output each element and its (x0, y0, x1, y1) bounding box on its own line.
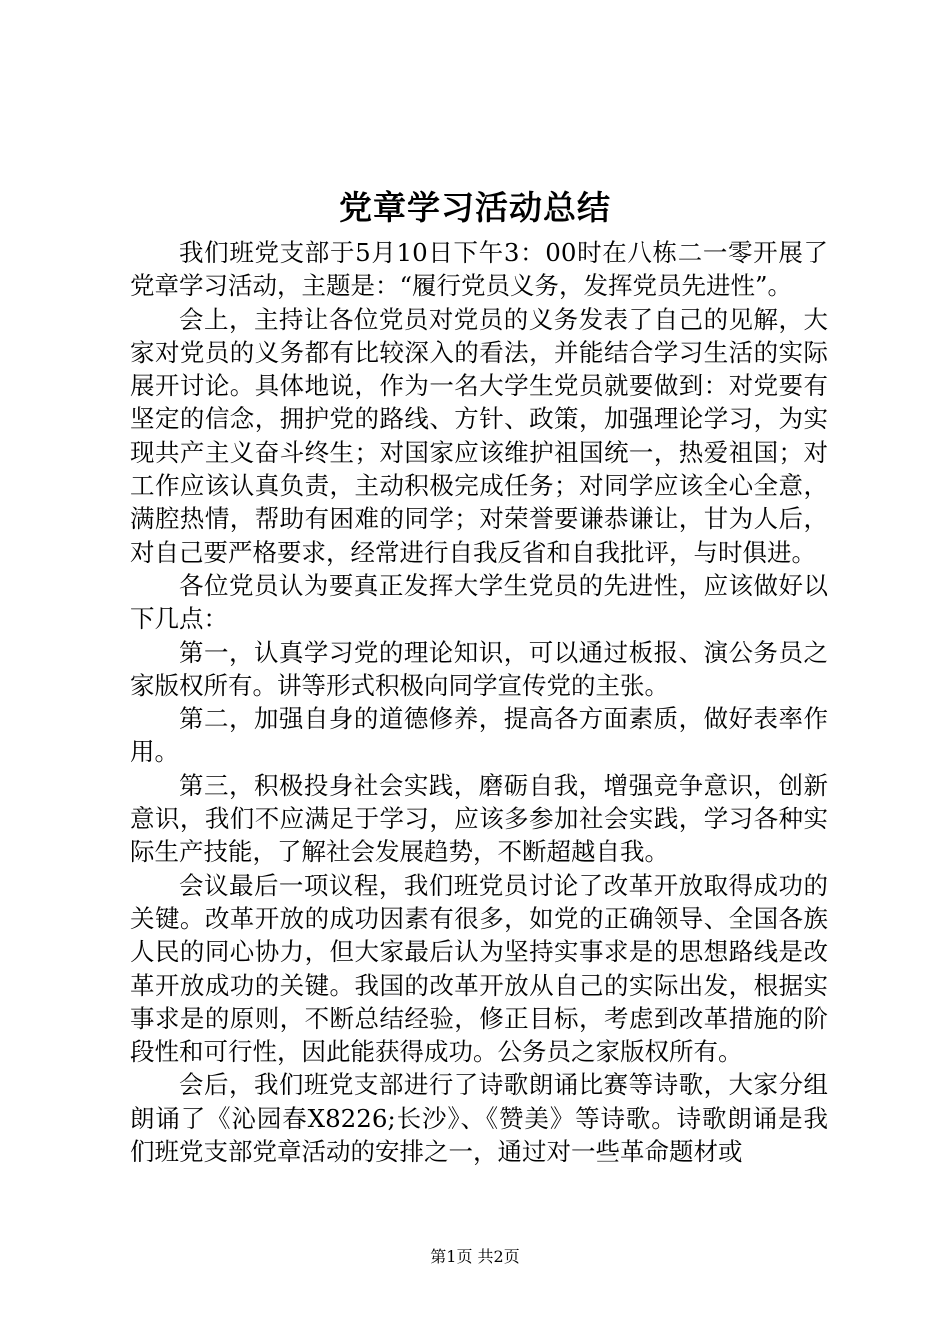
paragraph: 第一，认真学习党的理论知识，可以通过板报、演公务员之家版权所有。讲等形式积极向同学宣传党的主张。 (130, 637, 828, 700)
paragraph: 会后，我们班党支部进行了诗歌朗诵比赛等诗歌，大家分组朗诵了《沁园春X8226;长沙》、《赞美》等诗歌。诗歌朗诵是我们班党支部党章活动的安排之一，通过对一些革命题材或 (130, 1070, 828, 1167)
paragraph: 会议最后一项议程，我们班党员讨论了改革开放取得成功的关键。改革开放的成功因素有很多，如党的正确领导、全国各族人民的同心协力，但大家最后认为坚持实事求是的思想路线是改革开放成功的关键。我国的改革开放从自己的实际出发，根据实事求是的原则，不断总结经验，修正目标，考虑到改革措施的阶段性和可行性，因此能获得成功。公务员之家版权所有。 (130, 870, 828, 1067)
paragraph: 各位党员认为要真正发挥大学生党员的先进性，应该做好以下几点： (130, 570, 828, 634)
document-title: 党章学习活动总结 (339, 188, 611, 227)
document-body (130, 236, 828, 1168)
paragraph: 第三，积极投身社会实践，磨砺自我，增强竞争意识，创新意识，我们不应满足于学习，应该多参加社会实践，学习各种实际生产技能，了解社会发展趋势，不断超越自我。 (130, 770, 828, 867)
paragraph: 会上，主持让各位党员对党员的义务发表了自己的见解，大家对党员的义务都有比较深入的看法，并能结合学习生活的实际展开讨论。具体地说，作为一名大学生党员就要做到：对党要有坚定的信念，拥护党的路线、方针、政策，加强理论学习，为实现共产主义奋斗终生；对国家应该维护祖国统一，热爱祖国；对工作应该认真负责，主动积极完成任务；对同学应该全心全意，满腔热情，帮助有困难的同学；对荣誉要谦恭谦让，甘为人后，对自己要严格要求，经常进行自我反省和自我批评，与时俱进。 (130, 304, 828, 567)
paragraph: 第二，加强自身的道德修养，提高各方面素质，做好表率作用。 (130, 704, 828, 767)
paragraph: 我们班党支部于5月10日下午3：00时在八栋二一零开展了党章学习活动，主题是：“履行党员义务，发挥党员先进性”。 (130, 238, 828, 301)
page-footer: 第1页 共2页 (430, 1247, 520, 1266)
